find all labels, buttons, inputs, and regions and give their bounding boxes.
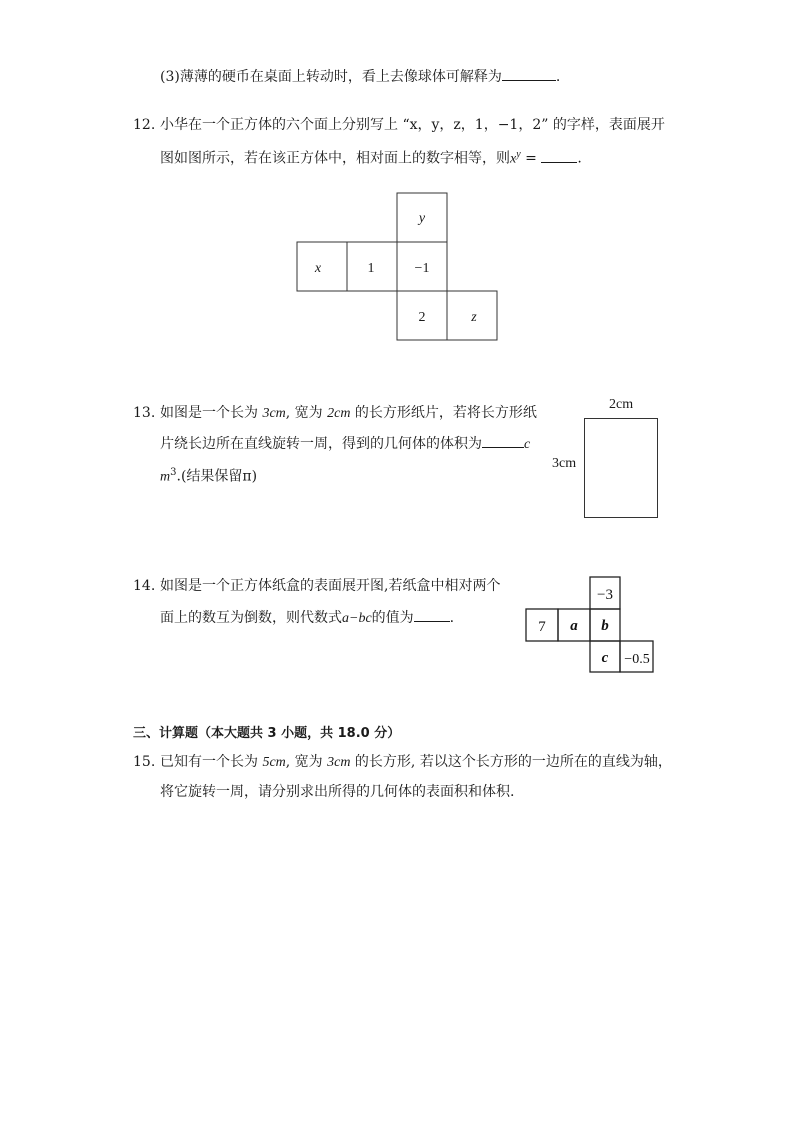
- q13-line1-b: , 宽为: [285, 405, 328, 421]
- q12-answer-blank[interactable]: [541, 148, 577, 163]
- cube-net-figure-2: [524, 576, 656, 674]
- q15-number: 15.: [133, 754, 156, 770]
- net1-label-right: z: [471, 310, 477, 325]
- q13-unit-exp: 3: [170, 467, 177, 478]
- q12-line1: 小华在一个正方体的六个面上分别写上 “x，y，z，1，−1，2” 的字样，表面展开: [160, 117, 665, 133]
- q12-line2-text: 图如图所示，若在该正方体中，相对面上的数字相等，则: [160, 150, 510, 167]
- net2-label-neg-half: −0.5: [624, 652, 650, 667]
- q15-length: 5cm: [262, 755, 286, 770]
- q12-base: x: [510, 151, 517, 167]
- net2-label-b: b: [601, 618, 609, 634]
- q11-period: .: [555, 69, 561, 85]
- q13-line2-a: 片绕长边所在直线旋转一周，得到的几何体的体积为: [160, 436, 482, 452]
- q15-width: 3cm: [327, 755, 351, 770]
- q13-line1-a: 如图是一个长为: [160, 405, 263, 421]
- q12-eq: =: [520, 150, 537, 167]
- q13-fig-height-label: 3cm: [552, 456, 577, 471]
- cube-net-figure-1: [296, 192, 500, 342]
- q13-answer-blank[interactable]: [482, 433, 524, 448]
- net2-label-a: a: [570, 618, 578, 634]
- q13-line3-b: .(结果保留π): [176, 468, 258, 485]
- q13-rectangle: [584, 418, 658, 518]
- net2-label-seven: 7: [538, 619, 546, 635]
- q13-line3: [160, 463, 257, 488]
- q13-width: 2cm: [327, 406, 351, 421]
- q14-line1: 如图是一个正方体纸盒的表面展开图,若纸盒中相对两个: [160, 578, 501, 594]
- q13-unit-m: m: [160, 469, 171, 485]
- q12-period: .: [577, 150, 582, 167]
- net1-label-center: −1: [414, 261, 430, 276]
- q12-exp: y: [516, 149, 521, 160]
- net1-label-bottom: 2: [418, 310, 426, 325]
- q13-number: 13.: [133, 405, 156, 421]
- net2-label-top: −3: [597, 587, 613, 603]
- net1-label-left: x: [314, 261, 322, 276]
- q13-line2: [160, 433, 530, 455]
- section-3-heading: 三、计算题（本大题共 3 小题，共 18.0 分）: [133, 726, 401, 741]
- q13-line1-c: 的长方形纸片，若将长方形纸: [350, 405, 537, 421]
- q14-line2: [160, 607, 454, 629]
- q13-line1: [160, 403, 537, 424]
- q15-line1-b: , 宽为: [285, 754, 328, 770]
- net1-label-top: y: [418, 211, 426, 226]
- q14-line2-b: 的值为: [371, 610, 414, 626]
- q13-line2-c: c: [524, 437, 531, 452]
- q15-line1: [160, 752, 672, 773]
- net1-label-one: 1: [367, 261, 375, 276]
- q13-fig-width-label: 2cm: [609, 397, 634, 412]
- q13-length: 3cm: [262, 406, 286, 421]
- q14-answer-blank[interactable]: [414, 607, 450, 622]
- q11-item3: [160, 66, 560, 87]
- q15-line1-a: 已知有一个长为: [160, 754, 263, 770]
- net2-label-c: c: [601, 650, 609, 666]
- q11-item3-text: (3)薄薄的硬币在桌面上转动时，看上去像球体可解释为: [160, 69, 502, 85]
- q14-expression: a−bc: [342, 611, 372, 626]
- q12-line2: [160, 145, 582, 170]
- q14-number: 14.: [133, 578, 156, 594]
- q15-line1-c: 的长方形, 若以这个长方形的一边所在的直线为轴，: [350, 754, 672, 770]
- q15-line2: 将它旋转一周，请分别求出所得的几何体的表面积和体积.: [160, 784, 515, 800]
- q11-answer-blank[interactable]: [502, 66, 556, 81]
- net1-cell-left: [297, 242, 347, 291]
- q12-number: 12.: [133, 117, 156, 133]
- q14-line2-a: 面上的数互为倒数，则代数式: [160, 610, 342, 626]
- q14-period: .: [449, 610, 455, 626]
